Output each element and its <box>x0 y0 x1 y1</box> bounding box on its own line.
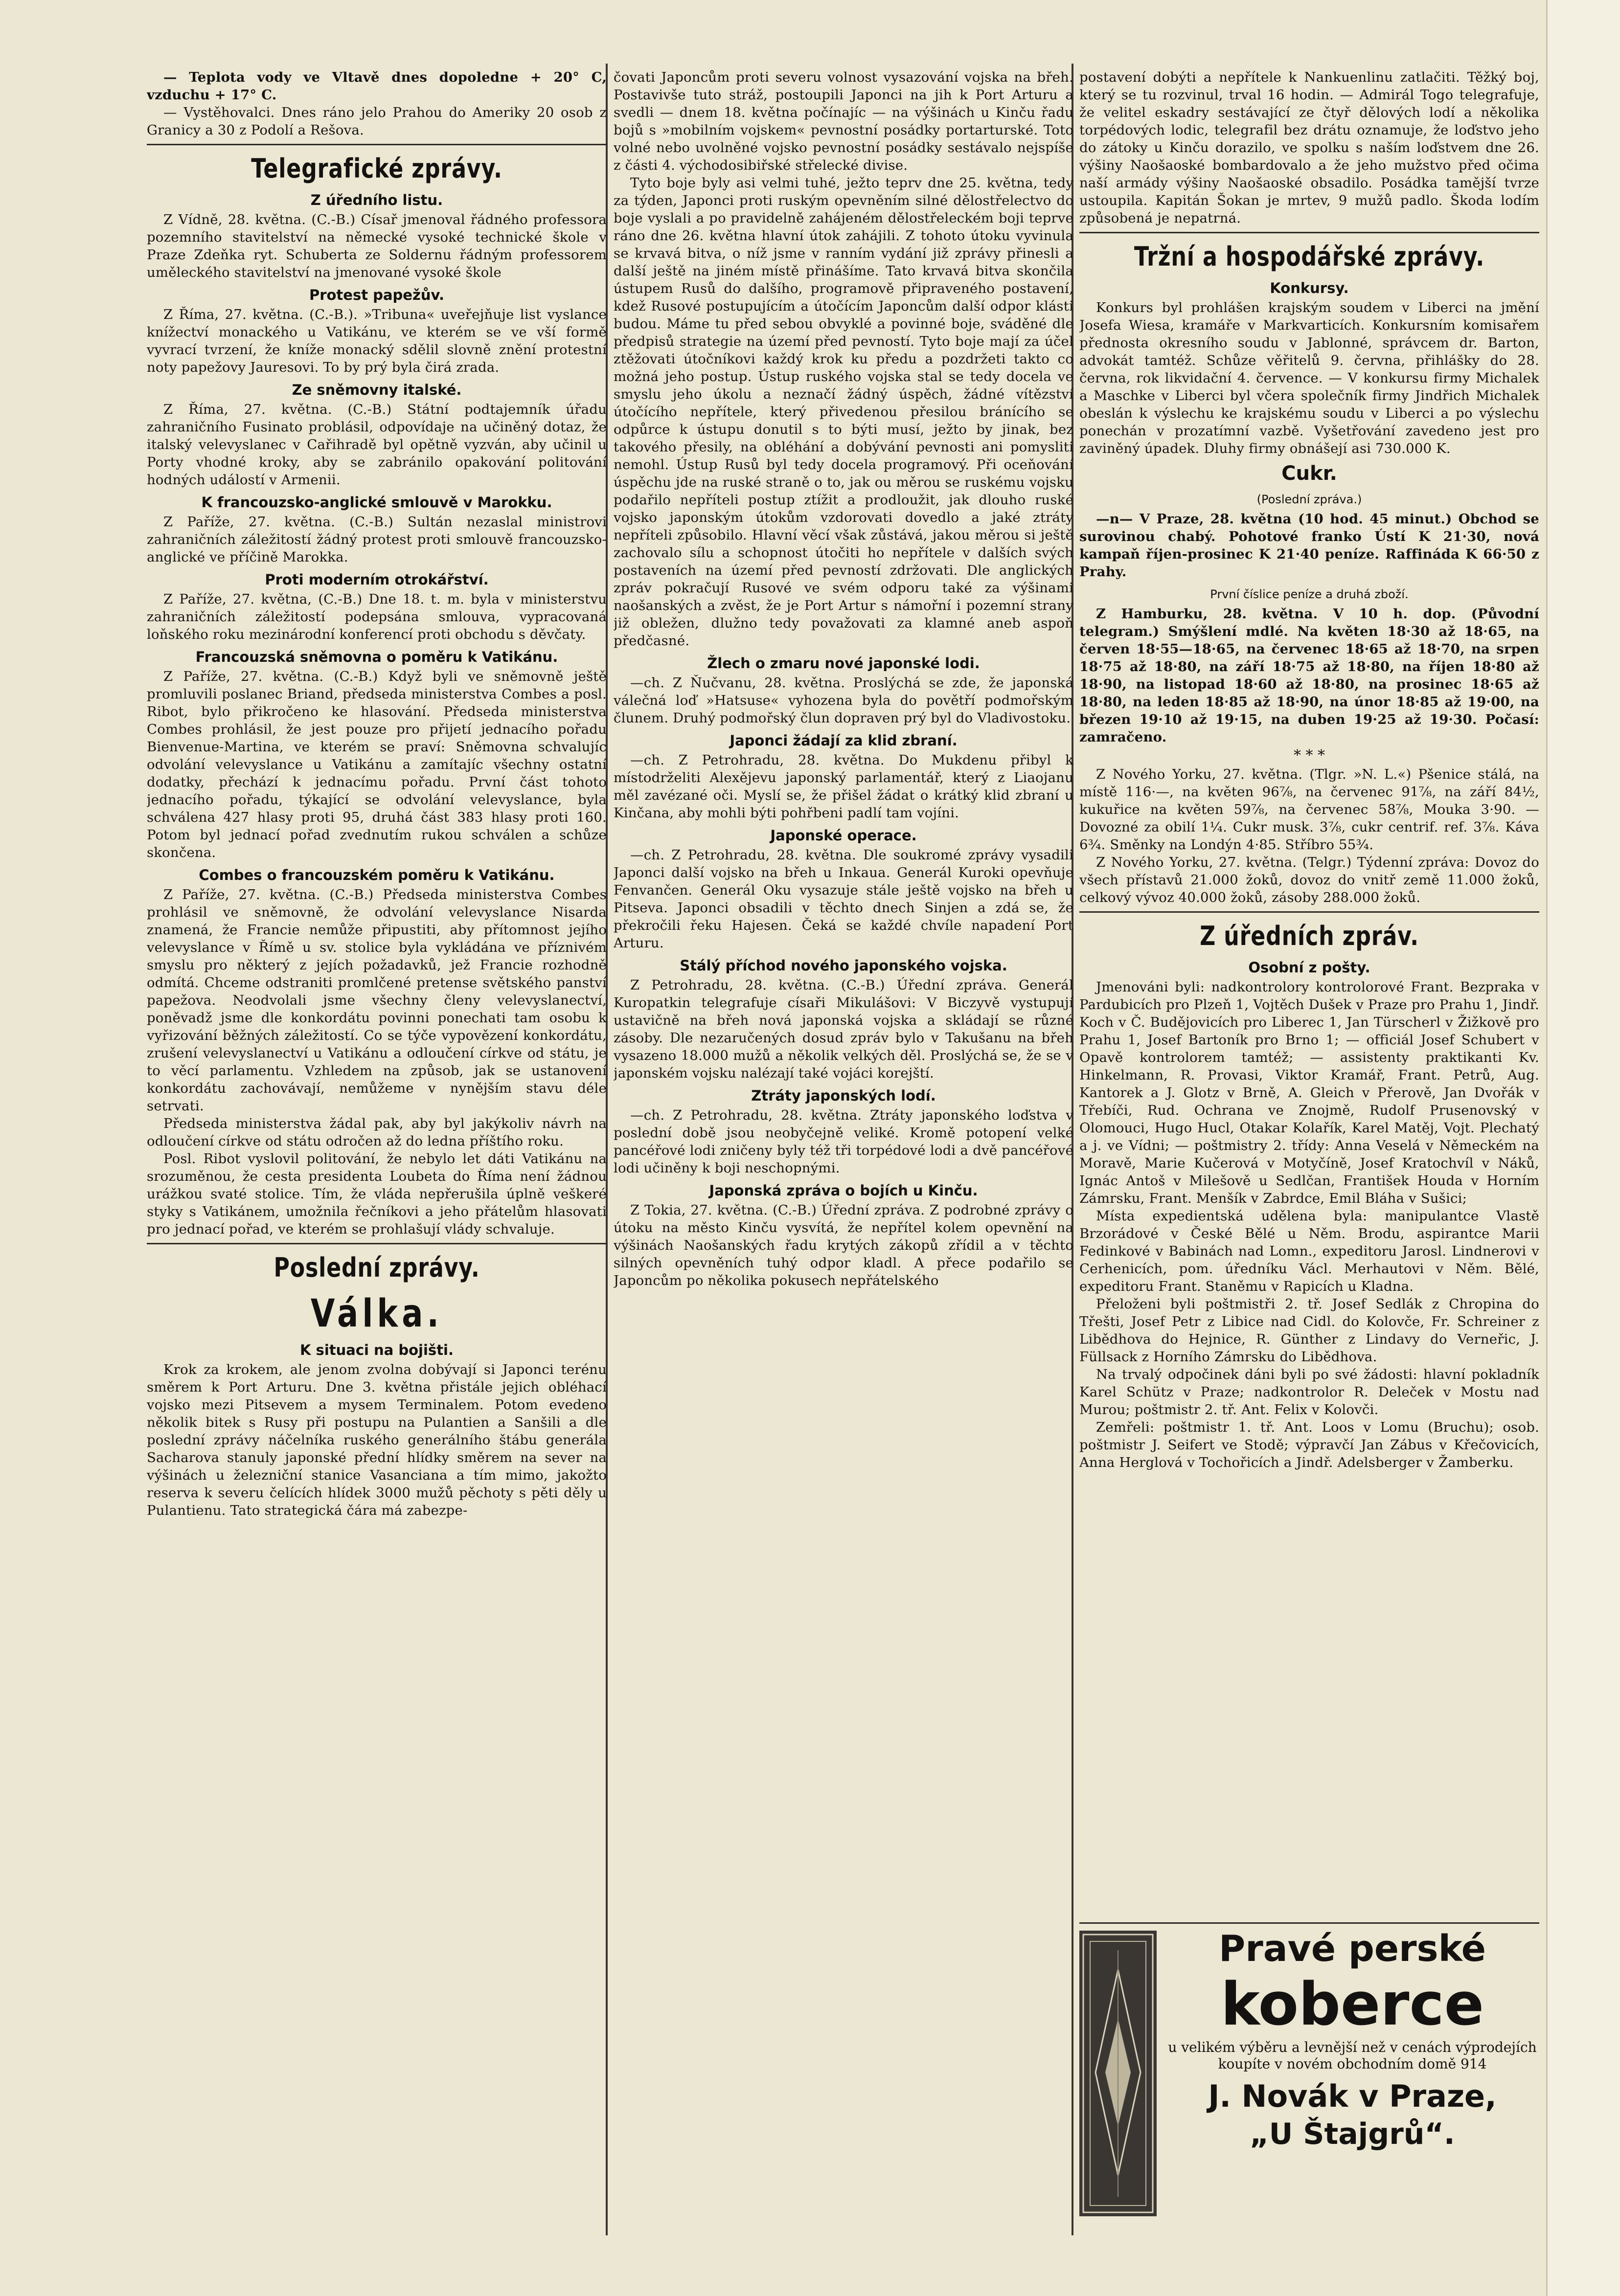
ad-shop-name: „U Štajgrů“. <box>1250 2117 1455 2151</box>
news-emigrants: — Vystěhovalci. Dnes ráno jelo Prahou do Ameriky 20 osob z Granicy a 30 z Podolí a Rešova. <box>147 105 607 138</box>
headline-sugar: Cukr. <box>1281 462 1337 485</box>
article-deaths: Zemřeli: poštmistr 1. tř. Ant. Loos v Lomu (Bruchu); osob. poštmistr J. Seifert ve Stodě; výpravčí Jan Zábus v Křečovicích, Anna Herglová v Tochořicích a Jindř. Adelsberger v Žamberku. <box>1079 1419 1539 1470</box>
headline-ship-loss: Žlech o zmaru nové japonské lodi. <box>707 655 980 672</box>
article-kinchou: Z Tokia, 27. května. (C.-B.) Úřední zpráva. Z podrobné zprávy o útoku na město Kinču vysvítá, že nepřítel kolem opevnění na výšinách Naošanských řadu krytých zákopů zřídil a v těchto silných opevněních tuhý odpor kladl. A přece podařilo se Japoncům po několika pokusech nepřátelského <box>614 1202 1073 1288</box>
section-title-last-news: Poslední zprávy. <box>274 1252 480 1283</box>
divider <box>147 1243 607 1244</box>
sugar-note: První číslice peníze a druhá zboží. <box>1210 587 1409 601</box>
headline-morocco: K francouzsko-anglické smlouvě v Marokku. <box>201 494 552 511</box>
headline-truce: Japonci žádají za klid zbraní. <box>730 732 958 749</box>
column-3 <box>1079 68 1539 1917</box>
article-new-york: Z Nového Yorku, 27. května. (Tlgr. »N. L.«) Pšenice stálá, na místě 116·—, na květen 96⅞, na červenec 91⅞, na září 84½, kukuřice na květen 59⅞, na červenec 58⅞, Mouka 3·90. — Dovozné za obilí 1¼. Cukr musk. 3⅞, cukr centrif. ref. 3⅞. Káva 6¾. Směnky na Londýn 4·85. Stříbro 55¾. <box>1079 766 1539 853</box>
carpet-illustration <box>1079 1931 1157 2216</box>
article-new-york-2: Z Nového Yorku, 27. května. (Telgr.) Týdenní zpráva: Dovoz do všech přístavů 21.000 žoků, dovoz do vnitř země 11.000 žoků, celkový vývoz 40.000 žoků, zásoby 288.000 žoků. <box>1079 855 1539 905</box>
article-french-chamber: Z Paříže, 27. května. (C.-B.) Když byli ve sněmovně ještě promluvili poslanec Briand, předseda ministerstva Combes a posl. Ribot, bylo přikročeno ke hlasování. Předseda ministerstva Combes prohlásil, že jest pouze pro přijetí jednacího pořadu Bienvenue-Martina, ve kterém se praví: Sněmovna schvalujíc odvolání velevyslance u Vatikánu a zamítajíc všechny ostatní dodatky, přechází k jednacímu pořadu. První část tohoto jednacího pořadu, týkající se odvolání velevyslance, byla schválena 427 hlasy proti 95, druhá část 383 hlasy proti 160. Potom byl jednací pořad zvednutím rukou schválen a schůze skončena. <box>147 669 607 860</box>
section-title-official: Z úředních zpráv. <box>1200 921 1419 951</box>
article-hamburg: Z Hamburku, 28. května. V 10 h. dop. (Původní telegram.) Smýšlení mdlé. Na květen 18·30 až 18·65, na červen 18·55—18·65, na červenec 18·65 až 18·70, na srpen 18·75 až 18·80, na září 18·75 až 18·80, na říjen 18·80 až 18·90, na listopad 18·60 až 18·80, na prosinec 18·65 až 18·80, na leden 18·85 až 18·90, na únor 18·85 až 19·00, na březen 19·10 až 19·15, na duben 19·25 až 19·30. Počasí: zamračeno. <box>1079 606 1539 745</box>
column-1 <box>147 68 607 2226</box>
subheadline-sugar: (Poslední zpráva.) <box>1256 493 1362 506</box>
column-2 <box>614 68 1073 2226</box>
article-war: Krok za krokem, ale jenom zvolna dobývají si Japonci terénu směrem k Port Arturu. Dne 3. května přistále jejich obléhací vojsko mezi Pitsevem a mysem Terminalem. Potom evedeno několik bitek s Rusy při postupu na Pulantien a Sanšili a dle poslední zprávy náčelníka ruského generálního štábu generála Sacharova stanuly japonské přední hlídky směrem na sever na výšinách u železniční stanice Vasanciana a tím mimo, jakožto reserva k severu čelících hlídek 3000 mužů pěchoty s pěti děly u Pulantienu. Tato strategická čára má zabezpe- <box>147 1362 607 1518</box>
headline-arrivals: Stálý příchod nového japonského vojska. <box>680 957 1007 974</box>
article-protest: Z Říma, 27. května. (C.-B.). »Tribuna« uveřejňuje list vyslance knížectví monackého u Vatikánu, ve kterém se ve vší formě vyvrací tvrzení, že kníže monacký sdělil slovně znění protestní noty papežovy Jauresovi. To by prý byla čirá zrada. <box>147 307 607 375</box>
article-official: Z Vídně, 28. května. (C.-B.) Císař jmenoval řádného professora pozemního stavitelství na německé vysoké technické škole v Praze Zdeňka ryt. Schuberta ze Soldernu řádným professorem uměleckého stavitelství na jmenované vysoké škole <box>147 212 607 280</box>
divider <box>147 144 607 145</box>
subheadline-post: Osobní z pošty. <box>1248 959 1370 976</box>
ad-product: koberce <box>1220 1971 1484 2039</box>
article-retirement: Na trvalý odpočinek dáni byli po své žádosti: hlavní pokladník Karel Schütz v Praze; nadkontrolor R. Deleček v Mostu nad Murou; poštmistr 2. tř. Ant. Felix v Kolovči. <box>1079 1367 1539 1418</box>
headline-protest: Protest papežův. <box>309 287 445 303</box>
ad-description: u velikém výběru a levnější než v cenách výprodejích koupíte v novém obchodním domě 914 <box>1168 2039 1537 2072</box>
article-kinchou-cont: postavení dobýti a nepřítele k Nankuenlinu zatlačiti. Těžký boj, který se tu rozvinul, trval 16 hodin. — Admirál Togo telegrafuje, že velitel eskadry sestávající ze čtyř dělových lodí a několika torpédových lodic, telegrafil bez drátu oznamuje, že loďstvo jeho do zátoky u Kinču dorazilo, ve spolku s naším loďstvem dne 26. výšiny Naošaoské bombardovalo a že jeho mužstvo před očima naší armády výšiny Naošaoské obsadilo. Posádka tamější tvrze ustoupila. Kapitán Šokan je mrtev, 9 mužů padlo. Škoda lodím způsobená je nepatrná. <box>1079 69 1539 226</box>
section-title-market: Tržní a hospodářské zprávy. <box>1134 241 1485 272</box>
article-truce: —ch. Z Petrohradu, 28. května. Do Mukdenu přibyl k místodrželiti Alexějevu japonský parlamentář, který z Liaojanu měl zavézané oči. Myslí se, že přišel žádat o krátký klid zbraní u Kinčana, aby mohli býti pohřbeni padlí tam vojíni. <box>614 752 1073 821</box>
headline-war: Válka. <box>310 1292 443 1336</box>
separator-stars: * * * <box>1293 747 1325 764</box>
article-operations: —ch. Z Petrohradu, 28. května. Dle soukromé zprávy vysadili Japonci další vojsko na břeh u Inkaua. Generál Kuroki opevňuje Fenvančen. Generál Oku vysazuje stále ještě vojsko na břeh u Pitseva. Japonci obsadili v těchto dnech Sinjen a zdá se, že překročili řeku Hajesen. Čeká se každé chvíle napadení Port Arturu. <box>614 847 1073 951</box>
article-slavery: Z Paříže, 27. května, (C.-B.) Dne 18. t. m. byla v ministerstvu zahraničních záležitostí podepsána smlouva, vypracovaná loňského roku mezinárodní konferencí proti obchodu s děvčaty. <box>147 591 607 642</box>
headline-bankruptcy: Konkursy. <box>1270 280 1349 296</box>
article-combes-2: Předseda ministerstva žádal pak, aby byl jakýkoliv návrh na odloučení církve od státu odročen až do ledna příštího roku. <box>147 1116 607 1149</box>
article-transfers: Přeloženi byli poštmistři 2. tř. Josef Sedlák z Chropina do Třešti, Josef Petr z Libice nad Cidl. do Kolovče, Fr. Schreiner z Libědhova do Hejnice, R. Günther z Lindavy do Verneřic, J. Füllsack z Horního Zámrsku do Libědhova. <box>1079 1296 1539 1365</box>
subheadline-war: K situaci na bojišti. <box>299 1342 454 1358</box>
ad-merchant: J. Novák v Praze, <box>1208 2078 1497 2114</box>
headline-slavery: Proti moderním otrokářství. <box>265 571 489 588</box>
advertisement-carpets <box>1079 1922 1539 2227</box>
article-ship-loss: —ch. Z Ňučvanu, 28. května. Proslýchá se zde, že japonská válečná loď »Hatsuse« vyhozena byla do povětří podmořským člunem. Druhý podmořský člun dopraven prý byl do Vladivostoku. <box>614 675 1073 726</box>
page-margin-right <box>1546 0 1620 2296</box>
article-war-cont-2: Tyto boje byly asi velmi tuhé, ježto teprv dne 25. května, tedy za týden, Japonci proti ruským opevněním silné dělostřelectvo do boje vyslali a po pravidelně zahájeném dělostřeleckém boji teprve ráno dne 26. května hlavní útok zahájili. Z tohoto útoku vyvinula se krvavá bitva, o níž jsme v ranním vydání již zprávy přinesli a další ještě na jiném místě přinášíme. Tato krvavá bitva skončila ústupem Rusů do dalšího, programově připraveného postavení, kdež Rusové postupujícím a útočícím Japoncům další odpor klásti budou. Máme tu před sebou obvyklé a povinné boje, sváděné dle předpisů strategie na území před pevností. Tyto boje mají za účel ztěžovati útočníkovi každý krok ku předu a pozdržeti takto co možná jeho postup. Ústup ruského vojska stal se tedy docela ve smyslu jeho úkolu a neznačí žádný úspěch, žádné vítězství útočícího nepřítele, který přivedenou přesilou bránícího se odpůrce k ústupu donutil s to býti musí, ježto by jinak, bez takového přesily, na obléhání a dobývání pevnosti ani pomysliti nemohl. Ústup Rusů byl tedy docela programový. Při oceňování úspěchu jde na ruské straně o to, jak ou měrou se ruskému vojsku podařilo nepříteli postup ztížit a prodloužit, jak dlouho ruské vojsko japonským útokům vzdorovati dovedlo a jaké ztráty nepříteli způsobilo. Hlavní věcí však zůstává, jakou měrou si ještě zachovalo sílu a schopnost útočiti ho nepřítele v dalších svých postaveních na území před pevností zdržovati. Dle anglických zpráv pokračují Rusové ve svém odporu také za výšinami naošanských a zvěst, že je Port Artur s námořní i pozemní strany již obležen, dlužno tedy považovati za klamné aneb aspoň předčasné. <box>614 175 1073 649</box>
article-combes-3: Posl. Ribot vyslovil politování, že nebylo let dáti Vatikánu na srozuměnou, že cesta presidenta Loubeta do Říma není žádnou urážkou svaté stolice. Tím, že vláda nepřerušila úplně veškeré styky s Vatikánem, umožnila řečníkovi a jeho přátelům hlasovati pro jednací pořad, ve kterém se prohlašují vlády schvaluje. <box>147 1151 607 1237</box>
article-ship-losses: —ch. Z Petrohradu, 28. května. Ztráty japonského loďstva v poslední době jsou neobyčejně veliké. Kromě potopení velké pancéřové lodi zničeny byly též tři torpédové lodi a dvě pancéřové lodi učiněny k boji neschopnými. <box>614 1107 1073 1176</box>
article-expedient: Místa expedientská udělena byla: manipulantce Vlastě Brzorádové v České Bělé u Něm. Brodu, aspirantce Marii Fedinkové v Babinách nad Lomn., expeditoru Jarosl. Lindnerovi v Cerhenicích, pom. úředníku Václ. Merhautovi v Něm. Bělé, expeditoru Frant. Staněmu v Rapicích u Kladna. <box>1079 1208 1539 1294</box>
article-appointments: Jmenováni byli: nadkontrolory kontrolorové Frant. Bezpraka v Pardubicích pro Plzeň 1, Vojtěch Dušek v Praze pro Prahu 1, Jindř. Koch v Č. Budějovicích pro Liberec 1, Jan Türscherl v Žižkově pro Prahu 1, Josef Bartoník pro Brno 1; — officiál Josef Schubert v Opavě kontrolorem tamtéž; — assistenty praktikanti Kv. Hinkelmann, R. Provasi, Viktor Kramář, Frant. Petrů, Aug. Kantorek a J. Glotz v Brně, A. Gleich v Přerově, Jan Dvořák v Třebíči, Rud. Ochrana ve Znojmě, Rudolf Prusenovský v Olomouci, Hugo Hucl, Otakar Kolařík, Karel Matěj, Vojt. Plechatý a j. ve Vídni; — poštmistry 2. třídy: Anna Veselá v Německém na Moravě, Marie Kučerová v Motyčíně, Josef Kratochvíl v Náků, Ignác Antoš v Milešově u Sedlčan, František Houda v Horním Zámrsku, Frant. Menšík v Zabrdce, Emil Bláha v Sušici; <box>1079 979 1539 1206</box>
article-sugar: —n— V Praze, 28. května (10 hod. 45 minut.) Obchod se surovinou chabý. Pohotové franko Ústí K 21·30, nová kampaň říjen-prosinec K 21·40 peníze. Raffináda K 66·50 z Prahy. <box>1079 511 1539 580</box>
headline-ship-losses: Ztráty japonských lodí. <box>751 1087 936 1104</box>
headline-kinchou: Japonská zpráva o bojích u Kinču. <box>709 1182 978 1199</box>
article-italian-chamber: Z Říma, 27. května. (C.-B.) Státní podtajemník úřadu zahraničního Fusinato problásil, odpovídaje na učiněný dotaz, že italský velevyslanec v Cařihradě byl opětně vyzván, aby učinil u Porty vhodné kroky, aby se zabránilo opakování politování hodných událostí v Armenii. <box>147 402 607 488</box>
ad-headline: Pravé perské <box>1219 1928 1486 1970</box>
article-morocco: Z Paříže, 27. května. (C.-B.) Sultán nezaslal ministrovi zahraničních záležitostí žádný protest proti smlouvě francouzsko-anglické ve příčině Marokka. <box>147 514 607 565</box>
headline-official: Z úředního listu. <box>310 192 443 208</box>
headline-french-chamber: Francouzská sněmovna o poměru k Vatikánu. <box>195 649 558 665</box>
carpet-pattern-icon <box>1079 1931 1157 2216</box>
divider <box>1079 232 1539 233</box>
article-combes: Z Paříže, 27. května. (C.-B.) Předseda ministerstva Combes prohlásil ve sněmovně, že odvolání velevyslance Nisarda znamená, že Francie nemůže připustiti, aby přítomnost jejího velevyslance v Římě u sv. stolice byla vykládána ve příznivém smyslu pro některý z jejích požadavků, jež Francie rozhodně odmítá. Chceme odstraniti promlčené pretense světského panství papežova. Neodvolali jsme všechny členy velevyslanectví, poněvadž jsme dle konkordátu povinni ponechati tam osobu k vyřizování běžných záležitostí. Co se týče vypovězení konkordátu, zrušení velevyslanectví u Vatikánu a odloučení církve od státu, je to věcí parlamentu. Vzhledem na způsob, jak se ustanovení konkordátu zachovávají, nemůžeme v nynějším stavu déle setrvati. <box>147 887 607 1114</box>
article-war-cont: čovati Japoncům proti severu volnost vysazování vojska na břeh. Postavivše tuto stráž, postoupili Japonci na jih k Port Arturu a svedli — dnem 18. května počínajíc — na výšinách u Kinču řadu bojů s »mobilním vojskem« pevnostní posádky portarturské. Toto volné nebo uvolněné vojsko pevnostní posádky sestávalo nejspíše z části 4. východosibiřské střelecké divise. <box>614 69 1073 173</box>
divider <box>1079 911 1539 913</box>
headline-combes: Combes o francouzském poměru k Vatikánu. <box>199 867 555 883</box>
section-title-telegraph: Telegrafické zprávy. <box>251 153 502 184</box>
headline-italian-chamber: Ze sněmovny italské. <box>292 382 462 398</box>
headline-operations: Japonské operace. <box>770 827 917 844</box>
news-water-temp: — Teplota vody ve Vltavě dnes dopoledne + 20° C, vzduchu + 17° C. <box>147 69 607 103</box>
article-bankruptcy: Konkurs byl prohlášen krajským soudem v Liberci na jmění Josefa Wiesa, kramáře v Markvarticích. Konkursním komisařem přednosta okresního soudu v Jablonné, správcem dr. Barton, advokát tamtéž. Schůze věřitelů 9. června, přihlášky do 28. června, rok likvidační 4. července. — V konkursu firmy Michalek a Maschke v Liberci byl včera společník firmy Jindřich Michalek obeslán k výslechu ke krajskému soudu v Liberci a po výslechu ponechán v prozatímní vazbě. Vyšetřování zavedeno jest pro zaviněný úpadek. Dluhy firmy obnášejí asi 730.000 K. <box>1079 300 1539 456</box>
article-arrivals: Z Petrohradu, 28. května. (C.-B.) Úřední zpráva. Generál Kuropatkin telegrafuje císaři Mikulášovi: V Biczyvě vystupují ustavičně na břeh nová japonská vojska a skládají se různé zásoby. Dle nezaručených dosud zpráv bylo v Takušanu na břeh vysazeno 18.000 mužů a několik velkých děl. Proslýchá se, že se v japonském vojsku nalézají také vojáci korejští. <box>614 977 1073 1081</box>
advertisement-text <box>1166 1927 1538 2153</box>
